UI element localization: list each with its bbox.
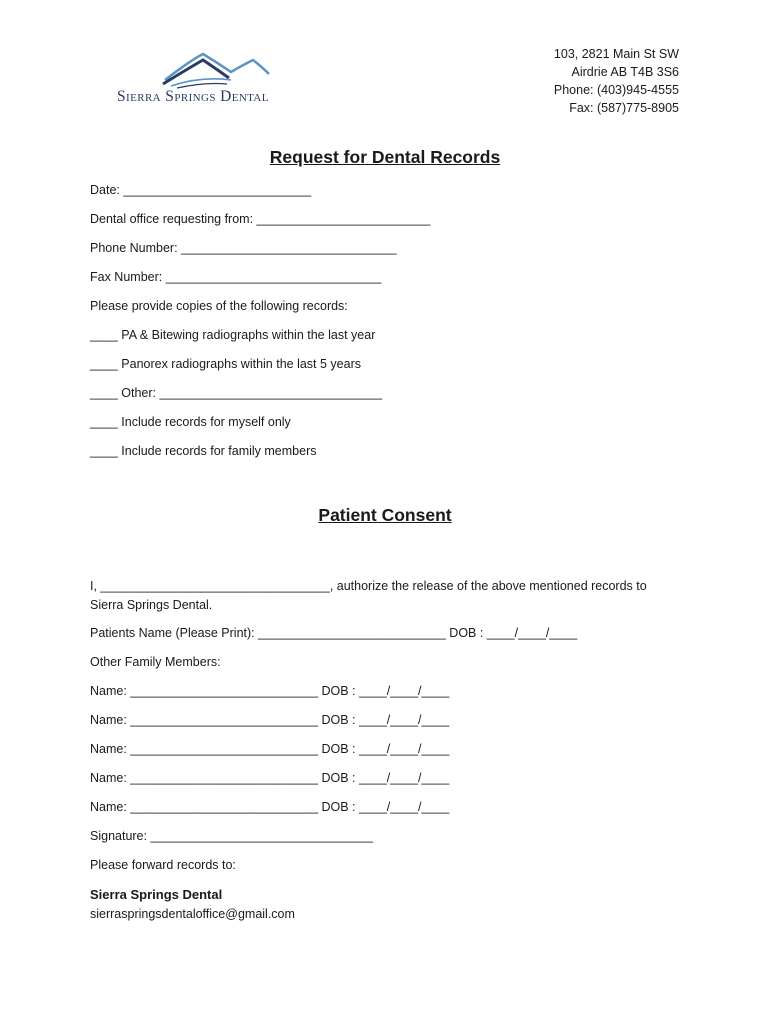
logo-text: Sierra Springs Dental [117,88,269,105]
fax-line: Fax: (587)775-8905 [569,101,679,115]
option-other[interactable]: ____ Other: ________________________________ [90,386,382,400]
mountain-logo-icon [161,50,271,90]
forward-clinic-name: Sierra Springs Dental [90,887,223,902]
family-member-row[interactable]: Name: ___________________________ DOB : ____/____/____ [90,713,450,727]
consent-title: Patient Consent [318,505,452,525]
option-bitewing[interactable]: ____ PA & Bitewing radiographs within the last year [90,328,376,342]
requesting-office-field[interactable]: Dental office requesting from: _________________________ [90,212,431,226]
clinic-logo [117,50,317,112]
family-member-row[interactable]: Name: ___________________________ DOB : ____/____/____ [90,742,450,756]
request-title: Request for Dental Records [269,147,501,167]
authorization-statement[interactable]: I, _________________________________, authorize the release of the above mentioned records to Sierra Springs Dental. [90,579,647,612]
signature-field[interactable]: Signature: ________________________________ [90,829,373,843]
option-self-only[interactable]: ____ Include records for myself only [90,415,291,429]
forward-label: Please forward records to: [90,858,236,872]
family-members-label: Other Family Members: [90,655,221,669]
address-line: 103, 2821 Main St SW [553,47,679,61]
phone-number-field[interactable]: Phone Number: _______________________________ [90,241,397,255]
family-member-row[interactable]: Name: ___________________________ DOB : ____/____/____ [90,800,450,814]
family-member-row[interactable]: Name: ___________________________ DOB : ____/____/____ [90,771,450,785]
fax-number-field[interactable]: Fax Number: _______________________________ [90,270,382,284]
family-member-row[interactable]: Name: ___________________________ DOB : ____/____/____ [90,684,450,698]
phone-line: Phone: (403)945-4555 [553,83,679,97]
forward-email: sierraspringsdentaloffice@gmail.com [90,907,295,921]
address-line: Airdrie AB T4B 3S6 [571,65,679,79]
patient-name-field[interactable]: Patients Name (Please Print): ___________________________ DOB : ____/____/____ [90,626,578,640]
records-intro: Please provide copies of the following records: [90,299,348,313]
option-family[interactable]: ____ Include records for family members [90,444,317,458]
option-panorex[interactable]: ____ Panorex radiographs within the last 5 years [90,357,361,371]
date-field[interactable]: Date: ___________________________ [90,183,312,197]
clinic-address [554,45,679,117]
